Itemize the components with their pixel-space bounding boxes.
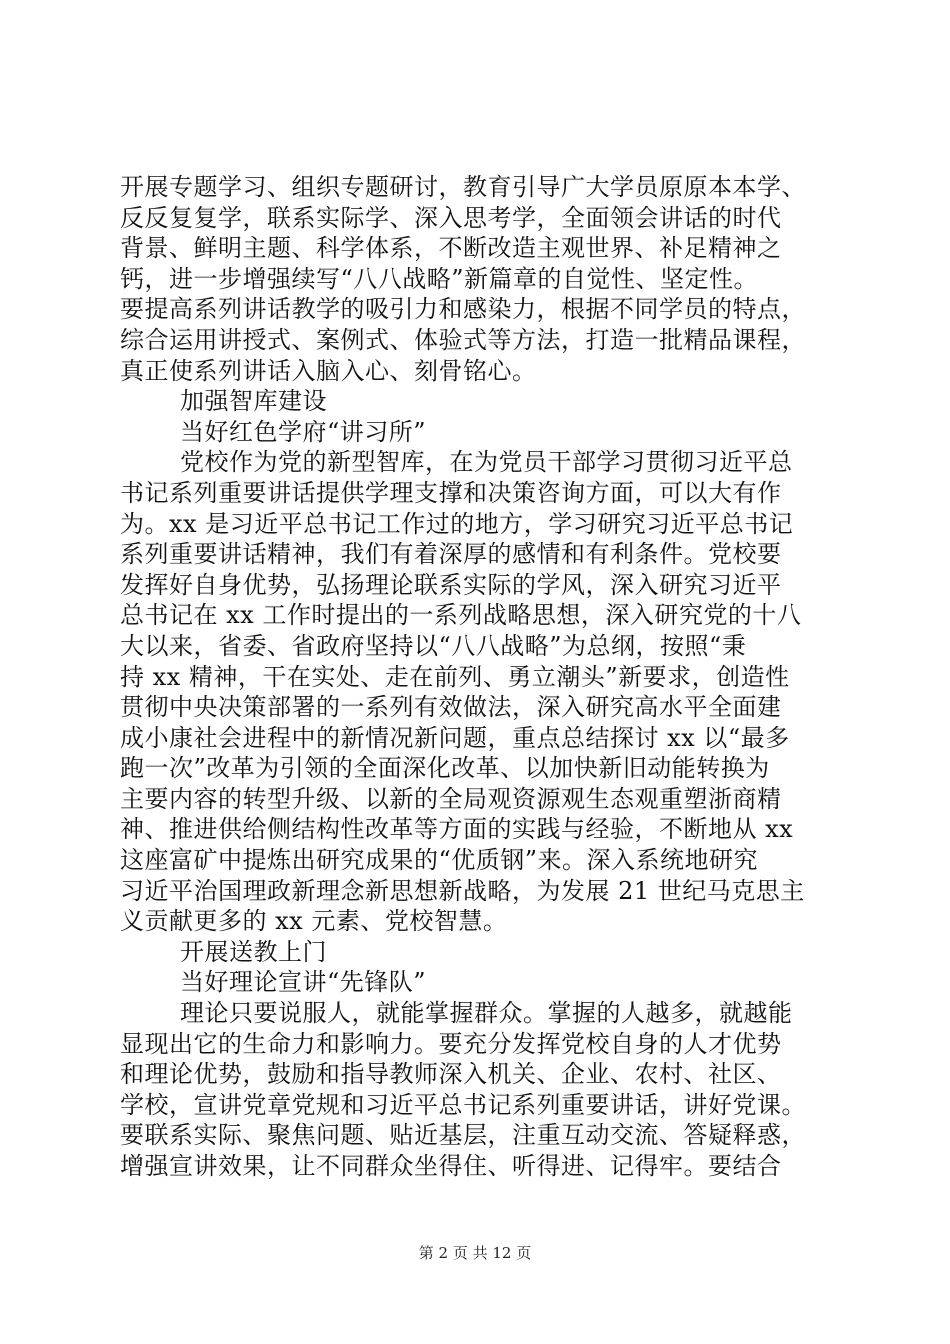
text-line: 当好红色学府“讲习所”: [180, 417, 427, 446]
text-line: 神、推进供给侧结构性改革等方面的实践与经验，不断地从 xx: [120, 815, 794, 844]
text-line: 理论只要说服人，就能掌握群众。掌握的人越多，就越能: [180, 999, 793, 1028]
text-line: 为。xx 是习近平总书记工作过的地方，学习研究习近平总书记: [120, 509, 794, 538]
text-line: 要提高系列讲话教学的吸引力和感染力，根据不同学员的特点，: [120, 295, 806, 324]
text-line: 主要内容的转型升级、以新的全局观资源观生态观重塑浙商精: [120, 784, 782, 813]
text-line: 背景、鲜明主题、科学体系，不断改造主观世界、补足精神之: [120, 234, 782, 263]
text-line: 学校，宣讲党章党规和习近平总书记系列重要讲话，讲好党课。: [120, 1090, 806, 1119]
text-line: 义贡献更多的 xx 元素、党校智慧。: [120, 907, 508, 936]
text-line: 习近平治国理政新理念新思想新战略，为发展 21 世纪马克思主: [120, 876, 805, 905]
text-line: 书记系列重要讲话提供学理支撑和决策咨询方面，可以大有作: [120, 478, 782, 507]
text-line: 开展专题学习、组织专题研讨，教育引导广大学员原原本本学、: [120, 173, 806, 201]
text-line: 系列重要讲话精神，我们有着深厚的感情和有利条件。党校要: [120, 540, 782, 569]
page-footer: 第 2 页 共 12 页: [418, 1244, 532, 1262]
document-body: [120, 172, 840, 1182]
text-line: 反反复复学，联系实际学、深入思考学，全面领会讲话的时代: [120, 203, 782, 232]
text-line: 开展送教上门: [180, 937, 327, 966]
text-line: 显现出它的生命力和影响力。要充分发挥党校自身的人才优势: [120, 1029, 782, 1058]
text-line: 增强宣讲效果，让不同群众坐得住、听得进、记得牢。要结合: [120, 1152, 782, 1180]
text-line: 贯彻中央决策部署的一系列有效做法，深入研究高水平全面建: [120, 693, 782, 722]
text-line: 当好理论宣讲“先锋队”: [180, 968, 427, 997]
text-line: 综合运用讲授式、案例式、体验式等方法，打造一批精品课程，: [120, 325, 806, 354]
text-line: 党校作为党的新型智库，在为党员干部学习贯彻习近平总: [180, 448, 793, 477]
text-line: 跑一次”改革为引领的全面深化改革、以加快新旧动能转换为: [120, 754, 770, 783]
text-line: 总书记在 xx 工作时提出的一系列战略思想，深入研究党的十八: [120, 601, 802, 630]
text-line: 要联系实际、聚焦问题、贴近基层，注重互动交流、答疑释惑，: [120, 1121, 806, 1150]
text-line: 这座富矿中提炼出研究成果的“优质钢”来。深入系统地研究: [120, 846, 759, 875]
text-line: 加强智库建设: [180, 387, 327, 416]
text-line: 持 xx 精神，干在实处、走在前列、勇立潮头”新要求，创造性: [120, 662, 790, 691]
text-line: 和理论优势，鼓励和指导教师深入机关、企业、农村、社区、: [120, 1060, 782, 1089]
text-line: 钙，进一步增强续写“八八战略”新篇章的自觉性、坚定性。: [120, 264, 759, 293]
text-line: 真正使系列讲话入脑入心、刻骨铭心。: [120, 356, 537, 385]
text-line: 成小康社会进程中的新情况新问题，重点总结探讨 xx 以“最多: [120, 723, 790, 752]
text-line: 大以来，省委、省政府坚持以“八八战略”为总纲，按照“秉: [120, 631, 747, 660]
text-line: 发挥好自身优势，弘扬理论联系实际的学风，深入研究习近平: [120, 570, 782, 599]
